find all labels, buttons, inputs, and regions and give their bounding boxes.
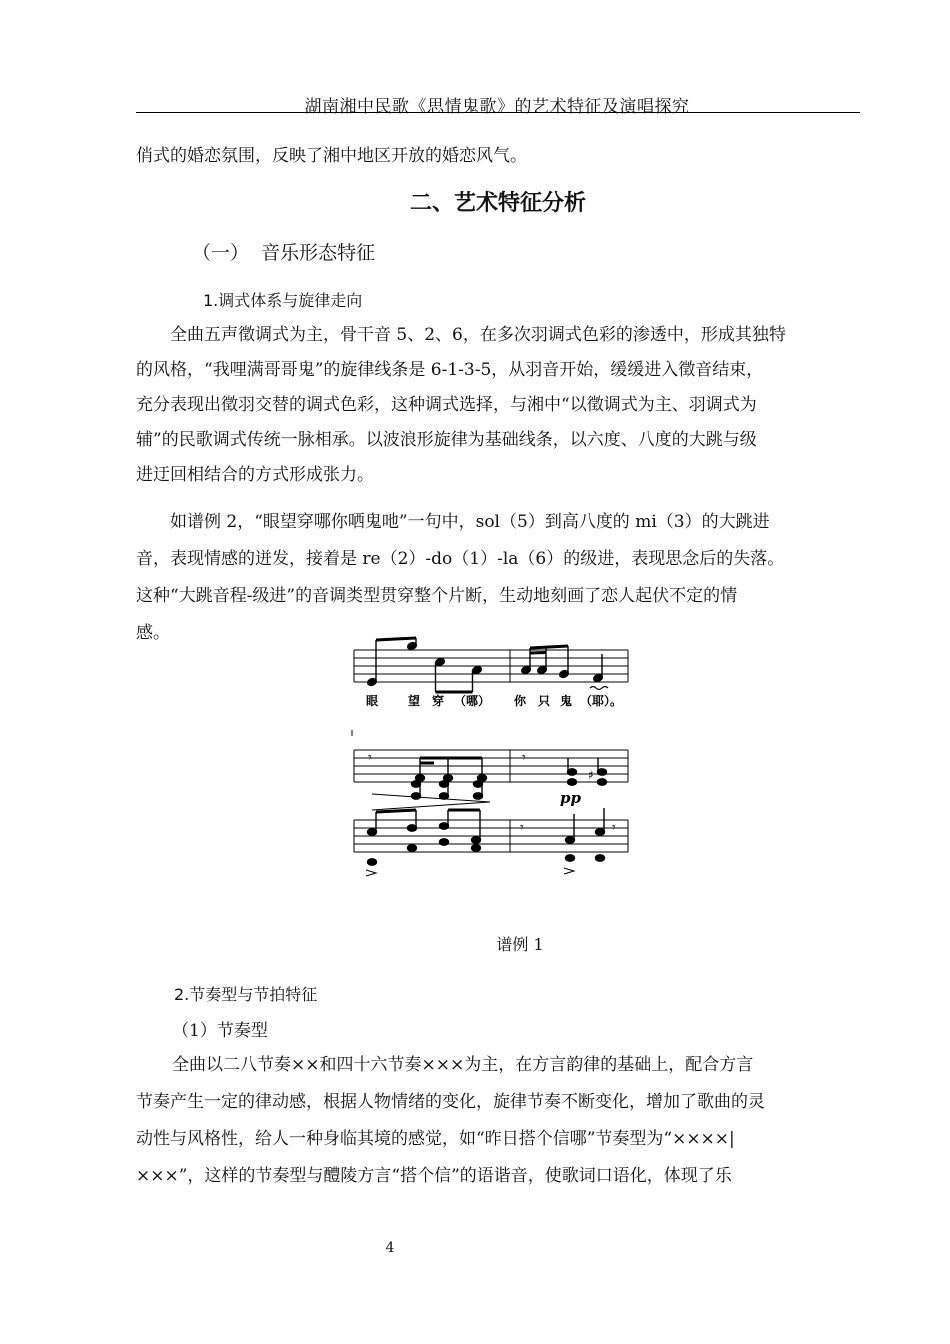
svg-text:𝄾: 𝄾	[368, 750, 372, 766]
intro-line: 俏式的婚恋氛围，反映了湘中地区开放的婚恋风气。	[136, 146, 527, 166]
paragraph-line: 辅”的民歌调式传统一脉相承。以波浪形旋律为基础线条，以六度、八度的大跳与级	[136, 430, 757, 450]
paragraph-line: 这种“大跳音程-级进”的音调类型贯穿整个片断，生动地刻画了恋人起伏不定的情	[136, 586, 738, 606]
score-figure	[350, 636, 686, 882]
subheading-rhythm: （1）节奏型	[172, 1021, 268, 1041]
paragraph-line: 充分表现出徵羽交替的调式色彩，这种调式选择，与湘中“以徵调式为主、羽调式为	[136, 395, 757, 415]
piano-upper-staff	[352, 730, 628, 782]
lyric-syllable: 眼	[366, 694, 379, 708]
paragraph-line: 全曲五声徵调式为主，骨干音 5、2、6，在多次羽调式色彩的渗透中，形成其独特	[170, 325, 786, 345]
paragraph-line: 如谱例 2，“眼望穿哪你哂鬼吔”一句中，sol（5）到高八度的 mi（3）的大跳进	[170, 512, 770, 532]
running-header: 湖南湘中民歌《思情鬼歌》的艺术特征及演唱探究	[304, 97, 690, 117]
paragraph-line: 的风格，“我哩满哥哥鬼”的旋律线条是 6-1-3-5，从羽音开始，缓缓进入徵音结束，	[136, 360, 764, 380]
paragraph-line: 感。	[136, 623, 170, 643]
paragraph-line: ×××”，这样的节奏型与醴陵方言“搭个信”的语谐音，使歌词口语化，体现了乐	[136, 1166, 732, 1186]
lyric-syllable: （耶）。	[580, 694, 623, 708]
header-rule	[136, 112, 860, 113]
vocal-staff	[354, 650, 628, 682]
lyric-syllable: 你	[514, 694, 527, 708]
vocal-notes	[367, 638, 608, 692]
page-number: 4	[385, 1240, 395, 1256]
music-score-image	[350, 636, 686, 882]
paragraph-line: 节奏产生一定的律动感，根据人物情绪的变化，旋律节奏不断变化，增加了歌曲的灵	[136, 1092, 765, 1112]
lyric-syllable: 望	[408, 694, 421, 708]
lyric-syllable: 穿	[432, 694, 445, 708]
lyric-syllable: 只	[538, 694, 551, 708]
heading-rhythm-meter: 2.节奏型与节拍特征	[174, 985, 318, 1004]
svg-text:𝄾: 𝄾	[522, 750, 526, 766]
piano-lower-notes	[366, 808, 616, 876]
lyric-syllable: （哪）	[454, 694, 491, 708]
dynamic-marking: pp	[560, 789, 581, 807]
svg-text:𝄾: 𝄾	[520, 820, 524, 836]
figure-caption: 谱例 1	[496, 935, 544, 954]
paragraph-line: 音，表现情感的迸发，接着是 re（2）-do（1）-la（6）的级进，表现思念后的失落。	[136, 549, 785, 569]
heading-mode-melody: 1.调式体系与旋律走向	[203, 291, 363, 310]
svg-text:𝄾: 𝄾	[612, 820, 616, 836]
svg-text:♯: ♯	[588, 768, 594, 782]
subsection-title: （一） 音乐形态特征	[192, 242, 376, 264]
paragraph-line: 进迂回相结合的方式形成张力。	[136, 465, 374, 485]
lyrics-row	[366, 693, 622, 708]
section-title: 二、艺术特征分析	[409, 191, 586, 216]
piano-lower-staff	[354, 820, 628, 852]
lyric-syllable: 鬼	[560, 694, 573, 708]
paragraph-line: 动性与风格性，给人一种身临其境的感觉，如“昨日搭个信哪”节奏型为“××××|	[136, 1129, 735, 1149]
paragraph-line: 全曲以二八节奏××和四十六节奏×××为主，在方言韵律的基础上，配合方言	[172, 1055, 754, 1075]
